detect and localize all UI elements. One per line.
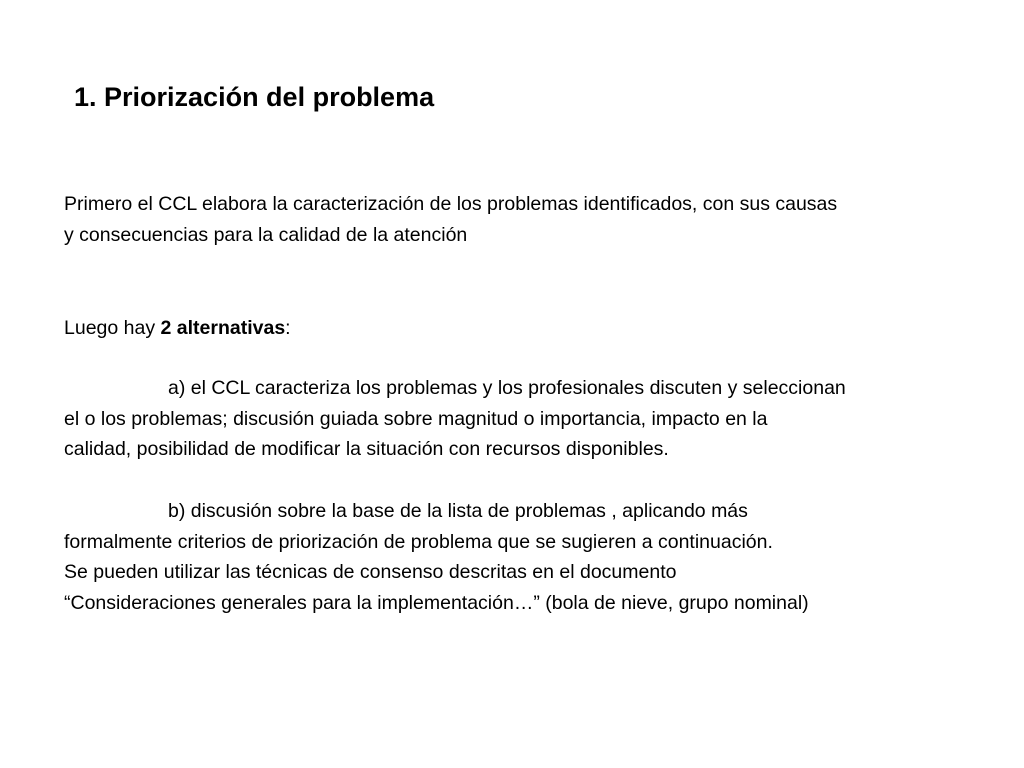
alternative-b-line-1-text: b) discusión sobre la base de la lista de problemas , aplicando más: [168, 500, 748, 522]
alternative-b-line-1: [64, 496, 984, 527]
alternatives-lead-suffix: :: [285, 317, 291, 339]
alternative-a-paragraph: [64, 373, 984, 465]
alternatives-lead-prefix: Luego hay: [64, 317, 161, 339]
alternative-a-line-3: calidad, posibilidad de modificar la situación con recursos disponibles.: [64, 438, 669, 460]
alternatives-count: 2 alternativas: [160, 317, 286, 339]
alternative-b-line-2: formalmente criterios de priorización de problema que se sugieren a continuación.: [64, 530, 773, 553]
slide-title: 1. Priorización del problema: [74, 82, 435, 112]
intro-paragraph: [64, 189, 984, 250]
intro-line-1: Primero el CCL elabora la caracterización de los problemas identificados, con sus causas: [64, 193, 838, 215]
alternative-b-line-4: “Consideraciones generales para la implementación…” (bola de nieve, grupo nominal): [64, 591, 809, 614]
alternative-b-paragraph: [64, 496, 984, 618]
alternative-b-line-3: Se pueden utilizar las técnicas de consenso descritas en el documento: [64, 561, 677, 583]
alternative-a-line-1-text: a) el CCL caracteriza los problemas y los profesionales discuten y seleccionan: [168, 377, 846, 399]
alternatives-lead: [64, 313, 984, 344]
alternative-a-line-1: [64, 373, 984, 404]
intro-line-2: y consecuencias para la calidad de la atención: [64, 223, 468, 246]
alternative-a-line-2: el o los problemas; discusión guiada sobre magnitud o importancia, impacto en la: [64, 407, 768, 430]
